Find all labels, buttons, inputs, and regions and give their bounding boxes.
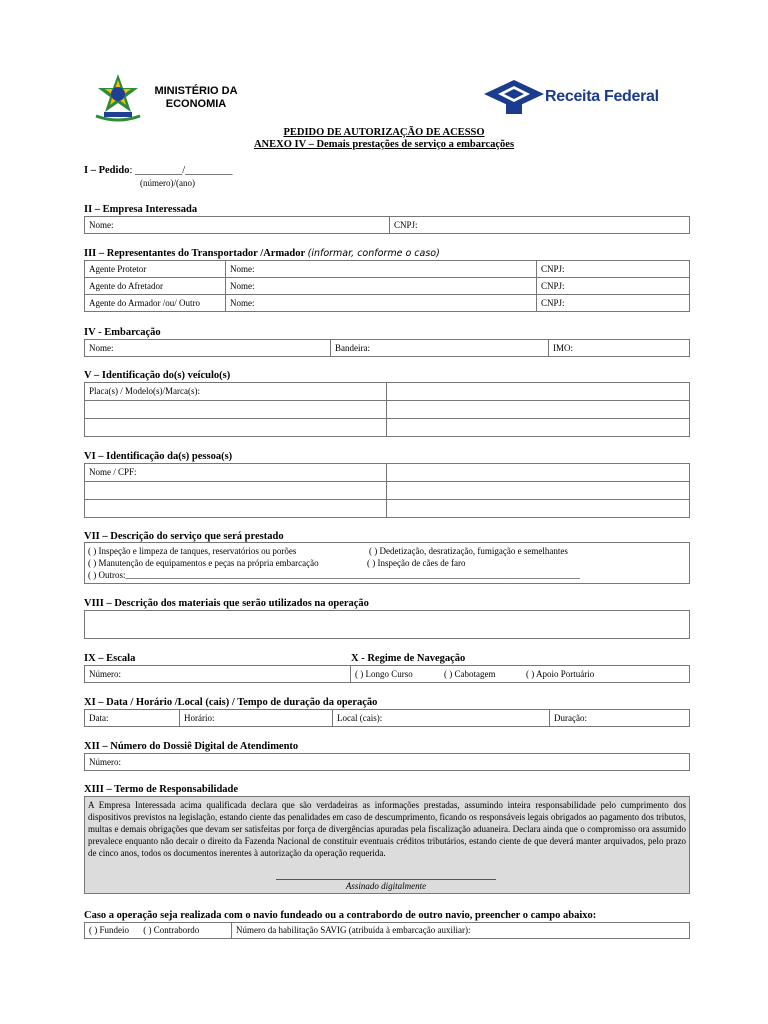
- veiculo-field[interactable]: [386, 400, 690, 419]
- representantes-title: III – Representantes do Transportador /Armador: [84, 248, 305, 259]
- operacao-duracao-label: Duração:: [554, 713, 587, 723]
- veiculo-field[interactable]: [84, 382, 387, 401]
- operacao-local-field[interactable]: [332, 709, 550, 727]
- regime-cabotagem-checkbox[interactable]: ( ) Cabotagem: [444, 669, 496, 679]
- section-representantes-heading: [84, 248, 440, 260]
- regime-longo-curso-checkbox[interactable]: ( ) Longo Curso: [355, 669, 413, 679]
- escala-numero-field[interactable]: [84, 665, 351, 683]
- pedido-title: I – Pedido: [84, 165, 130, 176]
- pessoa-field[interactable]: [386, 499, 690, 518]
- operacao-data-label: Data:: [89, 713, 109, 723]
- section-embarcacao-heading: IV - Embarcação: [84, 327, 161, 338]
- pessoa-field[interactable]: [386, 481, 690, 500]
- ministry-name: [148, 85, 244, 111]
- ministry-line2: ECONOMIA: [165, 98, 227, 110]
- representante-nome-field[interactable]: [225, 294, 537, 312]
- representantes-note: (informar, conforme o caso): [307, 248, 440, 259]
- pessoa-field[interactable]: [84, 463, 387, 482]
- operacao-data-field[interactable]: [84, 709, 180, 727]
- representante-nome-field[interactable]: [225, 277, 537, 295]
- pessoa-field[interactable]: [84, 481, 387, 500]
- pessoa-field[interactable]: [386, 463, 690, 482]
- representante-role-label: Agente do Afretador: [89, 281, 163, 291]
- representante-nome-label: Nome:: [230, 264, 255, 274]
- representante-role: [84, 260, 226, 278]
- operacao-duracao-field[interactable]: [549, 709, 690, 727]
- operacao-horario-field[interactable]: [179, 709, 333, 727]
- brasil-coat-of-arms-icon: [90, 72, 146, 124]
- fundeio-checkbox[interactable]: [84, 922, 232, 939]
- document-title: PEDIDO DE AUTORIZAÇÃO DE ACESSO: [283, 127, 485, 138]
- pedido-label: [84, 165, 232, 177]
- representante-nome-label: Nome:: [230, 298, 255, 308]
- section-fundeio-heading: Caso a operação seja realizada com o navio fundeado ou a contrabordo de outro navio, preencher o campo abaixo:: [84, 910, 597, 921]
- section-termo-heading: XIII – Termo de Responsabilidade: [84, 784, 239, 795]
- section-veiculos-heading: V – Identificação do(s) veículo(s): [84, 370, 231, 381]
- embarcacao-nome-field[interactable]: [84, 339, 331, 357]
- representante-cnpj-field[interactable]: [536, 277, 690, 295]
- servico-inspecao-tanques-checkbox[interactable]: ( ) Inspeção e limpeza de tanques, reservatórios ou porões: [88, 546, 297, 556]
- representante-role: [84, 294, 226, 312]
- section-regime-heading: X - Regime de Navegação: [351, 653, 466, 664]
- section-data-operacao-heading: XI – Data / Horário /Local (cais) / Tempo de duração da operação: [84, 697, 378, 708]
- embarcacao-bandeira-field[interactable]: [330, 339, 549, 357]
- representante-nome-label: Nome:: [230, 281, 255, 291]
- dossie-numero-field[interactable]: [84, 753, 690, 771]
- veiculo-field[interactable]: [84, 400, 387, 419]
- representante-cnpj-label: CNPJ:: [541, 281, 565, 291]
- escala-numero-label: Número:: [89, 669, 121, 679]
- veiculo-field[interactable]: [84, 418, 387, 437]
- pedido-sublabel: (número)/(ano): [140, 178, 195, 188]
- representante-nome-field[interactable]: [225, 260, 537, 278]
- savig-field[interactable]: [231, 922, 690, 939]
- representante-cnpj-field[interactable]: [536, 260, 690, 278]
- section-pessoas-heading: VI – Identificação da(s) pessoa(s): [84, 451, 233, 462]
- veiculo-column-label: Placa(s) / Modelo(s)/Marca(s):: [89, 386, 200, 396]
- pessoa-column-label: Nome / CPF:: [89, 467, 137, 477]
- representante-cnpj-label: CNPJ:: [541, 298, 565, 308]
- embarcacao-imo-label: IMO:: [553, 343, 573, 353]
- ministry-line1: MINISTÉRIO DA: [154, 85, 238, 97]
- contrabordo-label: ( ) Contrabordo: [143, 925, 200, 935]
- savig-label: Número da habilitação SAVIG (atribuída à embarcação auxiliar):: [236, 925, 471, 935]
- regime-apoio-portuario-checkbox[interactable]: ( ) Apoio Portuário: [526, 669, 595, 679]
- embarcacao-bandeira-label: Bandeira:: [335, 343, 370, 353]
- signature-caption: Assinado digitalmente: [345, 881, 427, 891]
- servico-outros-checkbox[interactable]: ( ) Outros:_____________________________________________________________________________________________________: [88, 570, 580, 580]
- signature-line: [276, 879, 496, 880]
- fundeio-label: ( ) Fundeio: [89, 925, 129, 935]
- operacao-local-label: Local (cais):: [337, 713, 383, 723]
- veiculo-field[interactable]: [386, 382, 690, 401]
- empresa-cnpj-field[interactable]: [389, 216, 690, 234]
- section-dossie-heading: XII – Número do Dossiê Digital de Atendimento: [84, 741, 299, 752]
- section-servico-heading: VII – Descrição do serviço que será prestado: [84, 531, 284, 542]
- receita-federal-wordmark: Receita Federal: [545, 88, 659, 105]
- section-escala-heading: IX – Escala: [84, 653, 136, 664]
- servico-dedetizacao-checkbox[interactable]: ( ) Dedetização, desratização, fumigação e semelhantes: [369, 546, 568, 556]
- embarcacao-nome-label: Nome:: [89, 343, 114, 353]
- pessoa-field[interactable]: [84, 499, 387, 518]
- dossie-numero-label: Número:: [89, 757, 121, 767]
- pedido-value[interactable]: : _________/_________: [129, 165, 233, 176]
- embarcacao-imo-field[interactable]: [548, 339, 690, 357]
- section-materiais-heading: VIII – Descrição dos materiais que serão utilizados na operação: [84, 598, 369, 609]
- veiculo-field[interactable]: [386, 418, 690, 437]
- receita-federal-logo-icon: [484, 80, 544, 114]
- servico-caes-faro-checkbox[interactable]: ( ) Inspeção de cães de faro: [367, 558, 466, 568]
- representante-role-label: Agente do Armador /ou/ Outro: [89, 298, 200, 308]
- materiais-textarea[interactable]: [84, 610, 690, 639]
- representante-cnpj-field[interactable]: [536, 294, 690, 312]
- representante-cnpj-label: CNPJ:: [541, 264, 565, 274]
- operacao-horario-label: Horário:: [184, 713, 215, 723]
- representante-role-label: Agente Protetor: [89, 264, 147, 274]
- empresa-nome-label: Nome:: [89, 220, 114, 230]
- document-subtitle: ANEXO IV – Demais prestações de serviço a embarcações: [253, 139, 515, 150]
- servico-manutencao-checkbox[interactable]: ( ) Manutenção de equipamentos e peças na própria embarcação: [88, 558, 319, 568]
- termo-text: A Empresa Interessada acima qualificada declara que são verdadeiras as informações prestadas, assumindo inteira responsabilidade pelo cumprimento dos dispositivos previstos na legislação, estando ciente das penalidades em caso de descumprimento, ficando os responsáveis legais obrigados ao pagamento dos tributos, multas e demais obrigações que devam ser satisfeitas por força de divergências apuradas pela fiscalização aduaneira. Declara ainda que o compromisso ora assumido prevalece enquanto não decair o direito da Fazenda Nacional de constituir eventuais créditos tributários, estando ciente de que deverá manter arquivados, pelo prazo de cinco anos, todos os documentos inerentes à autorização da operação requerida.: [88, 800, 686, 858]
- section-empresa-heading: II – Empresa Interessada: [84, 204, 198, 215]
- empresa-cnpj-label: CNPJ:: [394, 220, 418, 230]
- representante-role: [84, 277, 226, 295]
- empresa-nome-field[interactable]: [84, 216, 390, 234]
